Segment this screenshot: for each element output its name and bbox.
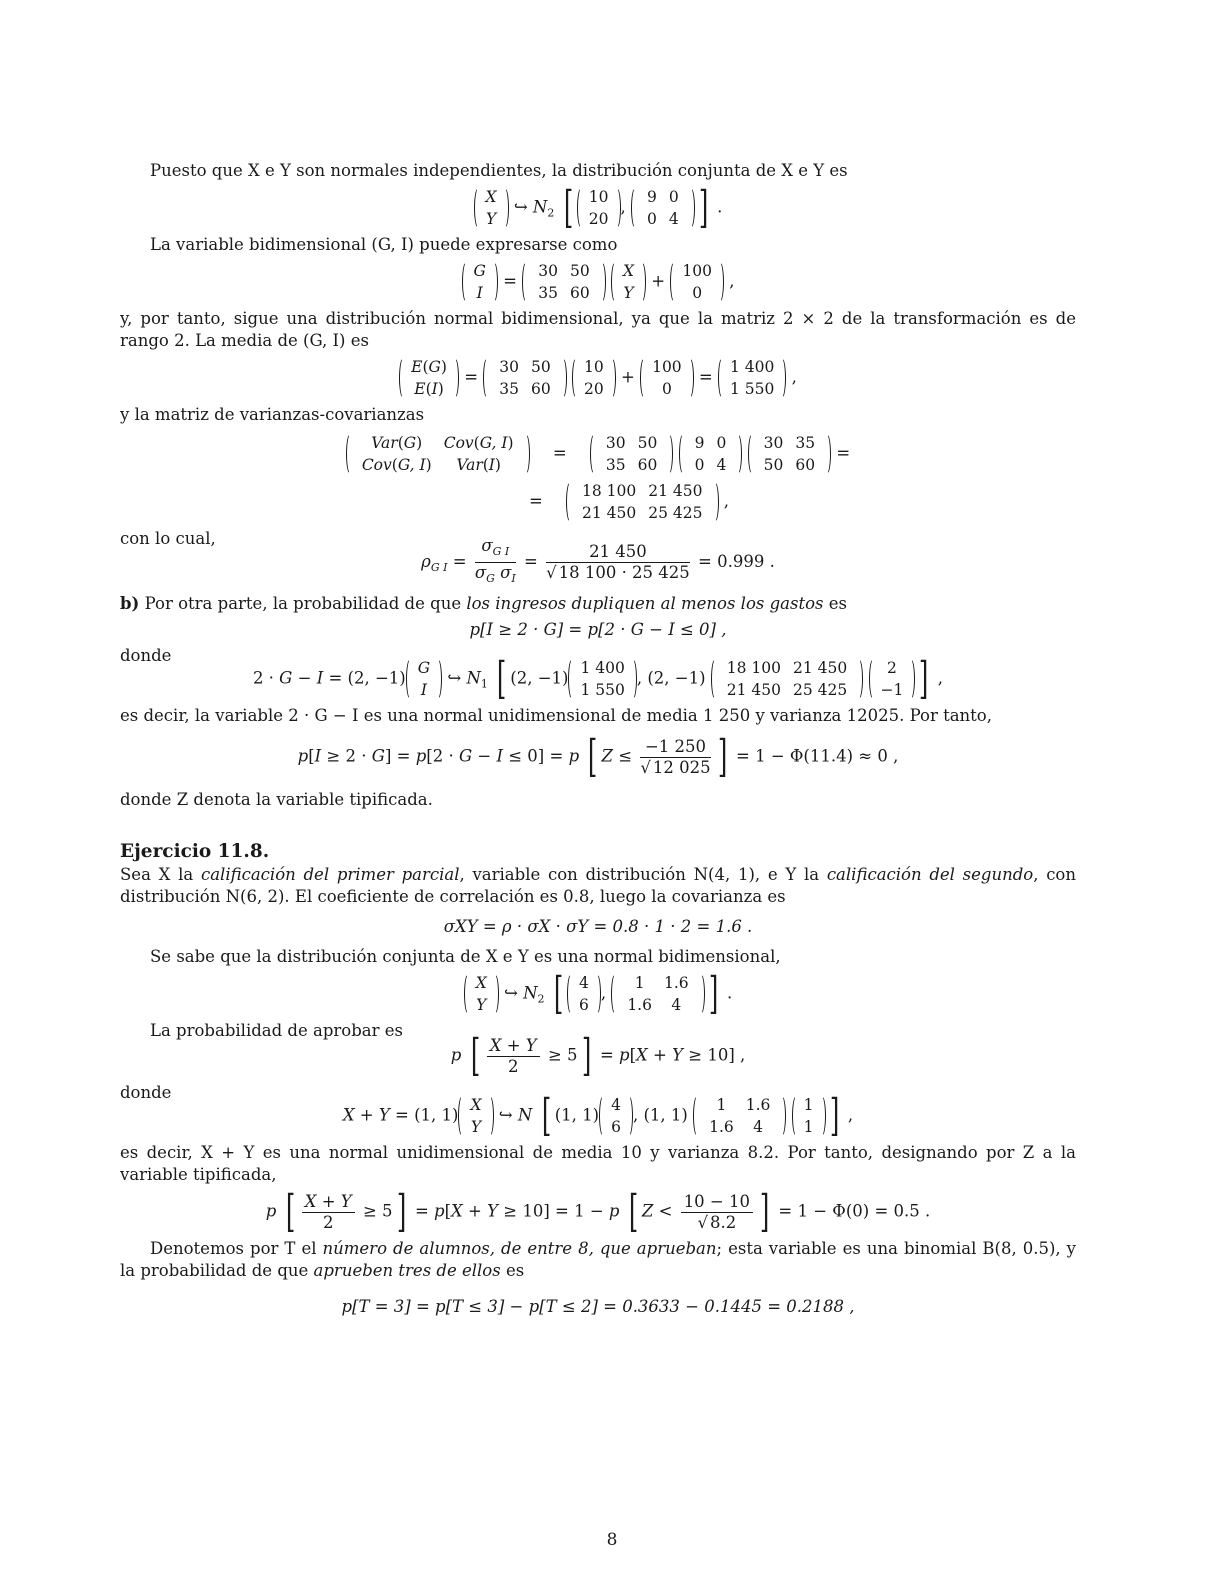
item-label: b)	[120, 594, 140, 613]
equation-mean: E(G) E(I) = 30 50 35 60 10 20 + 100 0 = 1 400 1 550 ,	[120, 356, 1076, 400]
italic-text: aprueben tres de ellos	[313, 1261, 501, 1280]
paragraph	[120, 1238, 1076, 1282]
equation-binomial: p[T = 3] = p[T ≤ 3] − p[T ≤ 2] = 0.3633 − 0.1445 = 0.2188 ,	[341, 1297, 855, 1316]
paragraph: es decir, la variable 2 · G − I es una normal unidimensional de media 1 250 y varianza 12025. Por tanto,	[120, 706, 992, 725]
paragraph: donde	[120, 646, 172, 665]
paragraph: es decir, X + Y es una normal unidimensional de media 10 y varianza 8.2. Por tanto, designando por Z a la variable tipificada,	[120, 1143, 1076, 1184]
text: Sea X la	[120, 865, 194, 884]
section-heading: Ejercicio 11.8.	[120, 841, 270, 862]
equation-joint-xy: X Y ↪ $N_2$ [ 10 20 , 9 0 0 4 ] .	[120, 186, 1076, 230]
paragraph: La variable bidimensional (G, I) puede expresarse como	[150, 235, 618, 254]
equation-correlation: $\rho_{G I}$ = $\frac{\sigma_{G I}}{\sigma_G \sigma_I}$ = $\frac{21 450}{√ 18 100 \cdot 25 425}$ = 0.999 .	[421, 536, 775, 585]
page-number: 8	[606, 1530, 618, 1550]
italic-text: calificación del segundo	[826, 865, 1034, 884]
paragraph: donde Z denota la variable tipificada.	[120, 790, 433, 809]
equation-covariance-matrix: Var(G) Cov(G, I) Cov(G, I) Var(I) = 30 50 35 60 9 0 0 4 30 35 50 60 =	[120, 432, 1076, 476]
equation-sum: X + Y = (1, 1) X Y ↪ N [ (1, 1) 4 6 , (1, 1) 1 1.6 1.6 4 1 1 ] ,	[342, 1090, 854, 1141]
text: Denotemos por T el	[150, 1239, 317, 1258]
paragraph	[120, 864, 1076, 908]
paragraph: La probabilidad de aprobar es	[150, 1021, 403, 1040]
paragraph: Puesto que X e Y son normales independientes, la distribución conjunta de X e Y es	[150, 161, 848, 180]
italic-text: calificación del primer parcial	[200, 865, 460, 884]
text: es	[828, 594, 847, 613]
paragraph: con lo cual,	[120, 529, 216, 548]
paragraph: Se sabe que la distribución conjunta de X e Y es una normal bidimensional,	[150, 947, 781, 966]
equation-prob: p[I ≥ 2 · G] = p[2 · G − I ≤ 0] ,	[469, 620, 727, 639]
equation-joint-xy-2: X Y ↪ $N_2$ [ 4 6 , 1 1.6 1.6 4 ] .	[120, 972, 1076, 1016]
text: ; esta variable es una binomial B(8, 0.5), y la probabilidad de que	[120, 1239, 1076, 1280]
equation-cov-xy: σXY = ρ · σX · σY = 0.8 · 1 · 2 = 1.6 .	[443, 917, 753, 936]
italic-text: los ingresos dupliquen al menos los gastos	[466, 594, 824, 613]
text: es	[505, 1261, 525, 1280]
text: , variable con distribución N(4, 1), e Y la	[459, 865, 820, 884]
equation-standardize: p[I ≥ 2 · G] = p[2 · G − I ≤ 0] = p [ Z ≤ $\frac{-1 250}{√ 12 025}$ ] = 1 − Φ(11.4) ≈ 0 ,	[297, 731, 899, 782]
text: , con distribución N(6, 2). El coeficiente de correlación es 0.8, luego la covarianza es	[120, 865, 1076, 906]
paragraph: y la matriz de varianzas-covarianzas	[120, 405, 425, 424]
equation-pass-result: p [ $\frac{X + Y}{2}$ ≥ 5] = p[X + Y ≥ 10] = 1 − p [ Z < $\frac{10 - 10}{√ 8.2}$ ] = 1 − Φ(0) = 0.5 .	[265, 1186, 931, 1237]
page-content	[120, 160, 1076, 1322]
text: Por otra parte, la probabilidad de que	[144, 594, 462, 613]
equation-covariance-result: = 18 100 21 450 21 450 25 425 ,	[528, 482, 730, 522]
equation-linear-comb: 2 · G − I = (2, −1) G I ↪ $N_1$ [ (2, −1) 1 400 1 550 , (2, −1) 18 100 21 450 21 450 25 425 2 −1 ] ,	[252, 653, 944, 704]
paragraph: donde	[120, 1083, 172, 1102]
equation-transform: G I = 30 50 35 60 X Y + 100 0 ,	[120, 260, 1076, 304]
paragraph-b	[120, 593, 1076, 615]
equation-pass: p [ $\frac{X + Y}{2}$ ≥ 5] = p[X + Y ≥ 10] ,	[450, 1030, 746, 1081]
paragraph: y, por tanto, sigue una distribución normal bidimensional, ya que la matriz 2 × 2 de la transformación es de rango 2. La media de (G, I) es	[120, 309, 1076, 350]
italic-text: número de alumnos, de entre 8, que aprueban	[322, 1239, 717, 1258]
